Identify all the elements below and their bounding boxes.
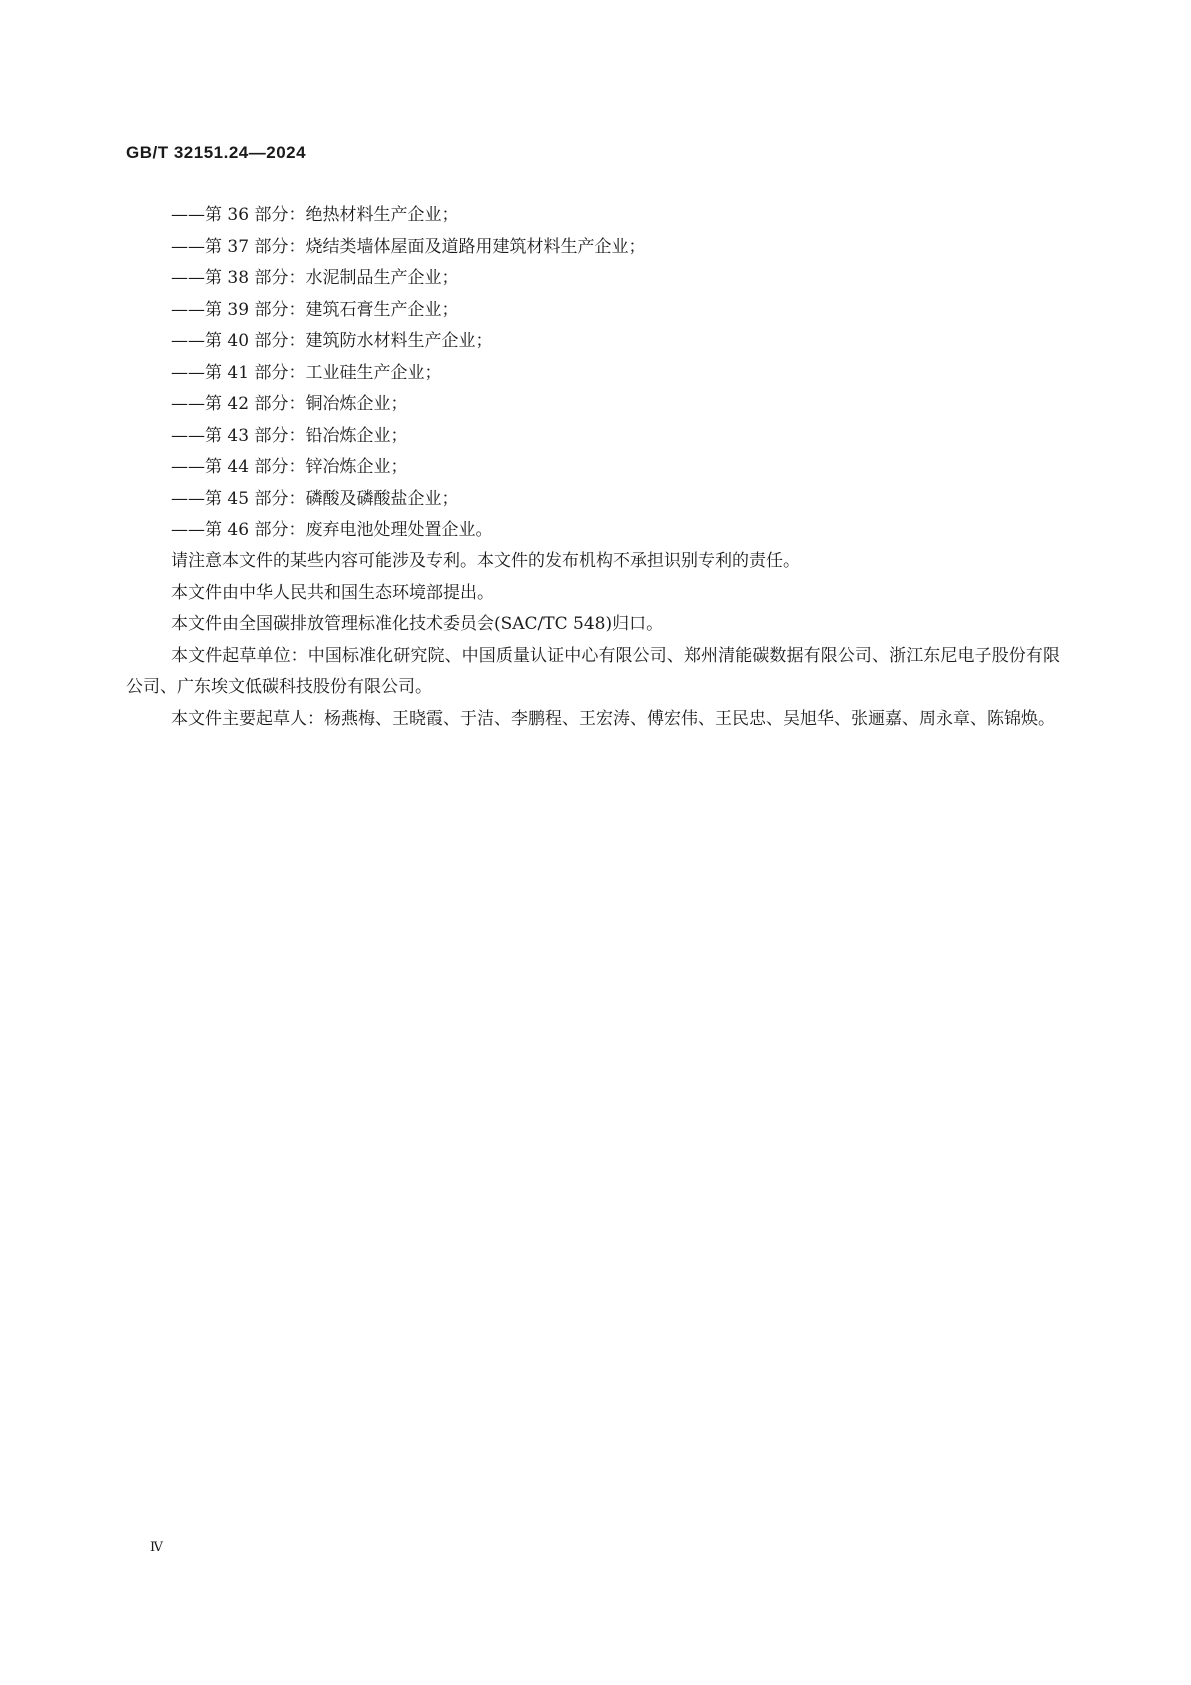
proposed-by: 本文件由中华人民共和国生态环境部提出。 xyxy=(171,582,494,603)
under-jurisdiction: 本文件由全国碳排放管理标准化技术委员会(SAC/TC 548)归口。 xyxy=(171,614,664,634)
foreword-paragraphs xyxy=(126,546,1060,735)
patent-notice: 请注意本文件的某些内容可能涉及专利。本文件的发布机构不承担识别专利的责任。 xyxy=(171,551,800,571)
part-item-41: ——第 41 部分：工业硅生产企业； xyxy=(171,362,442,383)
document-code: GB/T 32151.24—2024 xyxy=(126,143,307,162)
part-item-37: ——第 37 部分：烧结类墙体屋面及道路用建筑材料生产企业； xyxy=(171,236,646,257)
page-number: Ⅳ xyxy=(150,1540,163,1555)
part-item-45: ——第 45 部分：磷酸及磷酸盐企业； xyxy=(171,488,459,509)
part-item-39: ——第 39 部分：建筑石膏生产企业； xyxy=(171,299,459,320)
part-item-42: ——第 42 部分：铜冶炼企业； xyxy=(171,394,408,414)
part-item-36: ——第 36 部分：绝热材料生产企业； xyxy=(171,205,459,225)
drafting-units: 本文件起草单位：中国标准化研究院、中国质量认证中心有限公司、郑州清能碳数据有限公司、浙江东尼电子股份有限公司、广东埃文低碳科技股份有限公司。 xyxy=(126,645,1060,697)
parts-list xyxy=(171,200,645,547)
main-drafters: 本文件主要起草人：杨燕梅、王晓霞、于洁、李鹏程、王宏涛、傅宏伟、王民忠、吴旭华、张逦嘉、周永章、陈锦焕。 xyxy=(171,708,1055,729)
part-item-44: ——第 44 部分：锌冶炼企业； xyxy=(171,457,408,477)
part-item-40: ——第 40 部分：建筑防水材料生产企业； xyxy=(171,331,493,351)
part-item-46: ——第 46 部分：废弃电池处理处置企业。 xyxy=(171,520,493,540)
part-item-43: ——第 43 部分：铅冶炼企业； xyxy=(171,425,408,446)
part-item-38: ——第 38 部分：水泥制品生产企业； xyxy=(171,268,459,288)
